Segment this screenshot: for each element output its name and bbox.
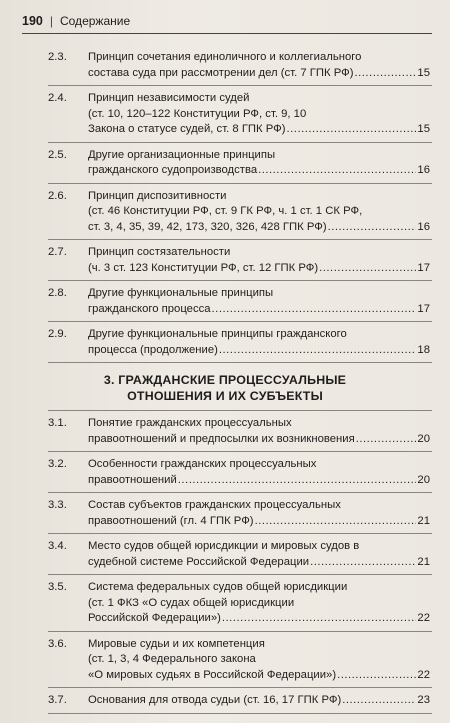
toc-entry-last-line bbox=[88, 668, 430, 684]
toc-entry-page: 21 bbox=[417, 555, 430, 568]
entry-divider bbox=[48, 451, 432, 452]
dot-leader bbox=[328, 220, 417, 236]
dot-leader bbox=[222, 611, 417, 627]
toc-entry-title-line: гражданского процесса bbox=[88, 302, 211, 315]
dot-leader bbox=[310, 555, 416, 571]
toc-entry-number: 2.3. bbox=[48, 51, 67, 63]
toc-entry-title-line: Другие организационные принципы bbox=[88, 148, 276, 161]
entry-divider bbox=[48, 321, 432, 322]
entry-divider bbox=[48, 410, 432, 411]
toc-entry-number: 2.8. bbox=[48, 287, 67, 299]
entry-divider bbox=[48, 533, 432, 534]
toc-entry-title bbox=[88, 416, 430, 447]
dot-leader bbox=[319, 261, 416, 277]
dot-leader bbox=[342, 693, 416, 709]
toc-entry-last-line bbox=[88, 122, 430, 138]
toc-entry-number: 2.5. bbox=[48, 148, 67, 161]
toc-entry-number: 3.2. bbox=[48, 458, 67, 470]
toc-entry-number: 3.4. bbox=[48, 540, 67, 552]
toc-entry-number: 3.6. bbox=[48, 637, 67, 650]
toc-entry-page: 23 bbox=[417, 694, 430, 706]
toc-entry-number: 3.1. bbox=[48, 417, 67, 429]
toc-entry-number: 2.7. bbox=[48, 246, 67, 258]
entry-divider bbox=[48, 183, 432, 184]
toc-entry-title-line: Российской Федерации») bbox=[88, 612, 221, 624]
toc-entry-title-line: Принцип независимости судей bbox=[88, 92, 250, 104]
toc-entry-page: 22 bbox=[417, 612, 430, 624]
toc-entry-title-line: Система федеральных судов общей юрисдикции bbox=[88, 581, 348, 593]
toc-entry-page: 18 bbox=[417, 343, 430, 356]
toc-entry-title-line: Основания для отвода судьи (ст. 16, 17 ГПК РФ) bbox=[88, 694, 342, 706]
toc-entry-title-line: процесса (продолжение) bbox=[88, 343, 218, 356]
toc-entry-title bbox=[88, 693, 430, 709]
toc-entry-last-line bbox=[88, 302, 430, 318]
toc-entry-page: 22 bbox=[417, 668, 430, 681]
toc-entry-title-line: Закона о статусе судей, ст. 8 ГПК РФ) bbox=[88, 123, 286, 135]
toc-entry-title-line: состава суда при рассмотрении дел (ст. 7 ГПК РФ) bbox=[88, 66, 354, 79]
toc-entry-title bbox=[88, 327, 430, 358]
toc-entry-title-line: Особенности гражданских процессуальных bbox=[88, 458, 317, 470]
toc-entry-title-line: (ст. 1 ФКЗ «О судах общей юрисдикции bbox=[88, 596, 295, 609]
toc-entry-title-line: Понятие гражданских процессуальных bbox=[88, 417, 292, 429]
toc-entry-page: 17 bbox=[417, 261, 430, 274]
dot-leader bbox=[258, 163, 416, 179]
toc-entry-last-line bbox=[88, 220, 430, 236]
toc-entry-title bbox=[88, 189, 430, 236]
toc-entry-title-line: Принцип диспозитивности bbox=[88, 189, 227, 202]
page-number: 190 bbox=[22, 14, 43, 28]
toc-entry-last-line bbox=[88, 66, 430, 82]
entry-divider bbox=[48, 142, 432, 143]
toc-entry-last-line bbox=[88, 343, 430, 359]
toc-entry-title bbox=[88, 245, 430, 276]
toc-entry-title-line: (ч. 3 ст. 123 Конституции РФ, ст. 12 ГПК РФ) bbox=[88, 261, 319, 274]
toc-entry-last-line bbox=[88, 473, 430, 489]
toc-entry-number: 2.4. bbox=[48, 92, 67, 104]
toc-entry-number: 3.3. bbox=[48, 499, 67, 511]
section-heading-line: ОТНОШЕНИЯ И ИХ СУБЪЕКТЫ bbox=[127, 389, 323, 403]
header-separator: | bbox=[49, 14, 53, 28]
toc-entry-page: 15 bbox=[417, 66, 430, 79]
toc-entry-title-line: (ст. 1, 3, 4 Федерального закона bbox=[88, 653, 256, 665]
entry-divider bbox=[48, 631, 432, 632]
toc-entry-number: 2.6. bbox=[48, 189, 67, 202]
toc-entry-title-line: Принцип сочетания единоличного и коллегиального bbox=[88, 51, 362, 63]
toc-entry-last-line bbox=[88, 514, 430, 530]
toc-entry-title-line: Принцип состязательности bbox=[88, 246, 231, 258]
entry-divider bbox=[48, 713, 432, 714]
toc-entry-page: 20 bbox=[417, 473, 430, 486]
toc-entry-title bbox=[88, 286, 430, 317]
entry-divider bbox=[48, 239, 432, 240]
toc-entry-page: 20 bbox=[417, 432, 430, 445]
toc-entry-last-line bbox=[88, 555, 430, 571]
toc-entry-title-line: правоотношений (гл. 4 ГПК РФ) bbox=[88, 514, 254, 527]
entry-divider bbox=[48, 280, 432, 281]
toc-entry-last-line bbox=[88, 611, 430, 627]
dot-leader bbox=[287, 122, 417, 138]
toc-entry-page: 21 bbox=[417, 514, 430, 527]
entry-divider bbox=[48, 687, 432, 688]
entry-divider bbox=[48, 362, 432, 363]
toc-entry-page: 15 bbox=[417, 123, 430, 135]
dot-leader bbox=[212, 302, 417, 318]
toc-entry-title bbox=[88, 539, 430, 570]
toc-entry-title bbox=[88, 50, 430, 81]
toc-entry-title-line: (ст. 46 Конституции РФ, ст. 9 ГК РФ, ч. 1 ст. 1 СК РФ, bbox=[88, 205, 363, 217]
toc-entry-title-line: гражданского судопроизводства bbox=[88, 164, 258, 176]
section-heading bbox=[0, 372, 450, 404]
toc-entry-page: 17 bbox=[417, 302, 430, 315]
toc-entry-title-line: правоотношений bbox=[88, 473, 177, 486]
toc-entry-page: 16 bbox=[417, 164, 430, 176]
toc-entry-title-line: Другие функциональные принципы гражданского bbox=[88, 328, 347, 340]
dot-leader bbox=[178, 473, 417, 489]
toc-entry-last-line bbox=[88, 432, 430, 448]
toc-entry-title-line: Другие функциональные принципы bbox=[88, 287, 274, 299]
entry-divider bbox=[48, 574, 432, 575]
section-heading-line: 3. ГРАЖДАНСКИЕ ПРОЦЕССУАЛЬНЫЕ bbox=[103, 373, 347, 387]
dot-leader bbox=[219, 343, 417, 359]
toc-entry-title-line: «О мировых судьях в Российской Федерации») bbox=[88, 668, 337, 681]
toc-entry-last-line bbox=[88, 261, 430, 277]
toc-entry-title bbox=[88, 637, 430, 684]
toc-entry-title-line: правоотношений и предпосылки их возникновения bbox=[88, 432, 355, 445]
toc-entry-title-line: судебной системе Российской Федерации bbox=[88, 555, 310, 568]
toc-entry-title bbox=[88, 457, 430, 488]
toc-entry-last-line bbox=[88, 163, 430, 179]
toc-entry-title bbox=[88, 580, 430, 627]
toc-entry-number: 3.7. bbox=[48, 694, 67, 706]
toc-entry-number: 3.5. bbox=[48, 581, 67, 593]
toc-entry-title bbox=[88, 148, 430, 179]
toc-entry-title bbox=[88, 498, 430, 529]
toc-entry-number: 2.9. bbox=[48, 328, 67, 340]
toc-entry-title-line: Место судов общей юрисдикции и мировых судов в bbox=[88, 540, 360, 552]
entry-divider bbox=[48, 85, 432, 86]
dot-leader bbox=[337, 668, 416, 684]
entry-divider bbox=[48, 492, 432, 493]
header-title: Содержание bbox=[59, 14, 131, 28]
dot-leader bbox=[356, 432, 417, 448]
toc-entry-title-line: (ст. 10, 120–122 Конституции РФ, ст. 9, 10 bbox=[88, 107, 307, 120]
toc-entry-title-line: ст. 3, 4, 35, 39, 42, 173, 320, 326, 428 ГПК РФ) bbox=[88, 220, 327, 233]
toc-entry-last-line bbox=[88, 693, 430, 709]
toc-entry-title-line: Мировые судьи и их компетенция bbox=[88, 637, 265, 650]
toc-entry-page: 16 bbox=[417, 220, 430, 233]
dot-leader bbox=[255, 514, 417, 530]
dot-leader bbox=[355, 66, 417, 82]
toc-entry-title-line: Состав субъектов гражданских процессуальных bbox=[88, 499, 341, 511]
toc-entry-title bbox=[88, 91, 430, 138]
